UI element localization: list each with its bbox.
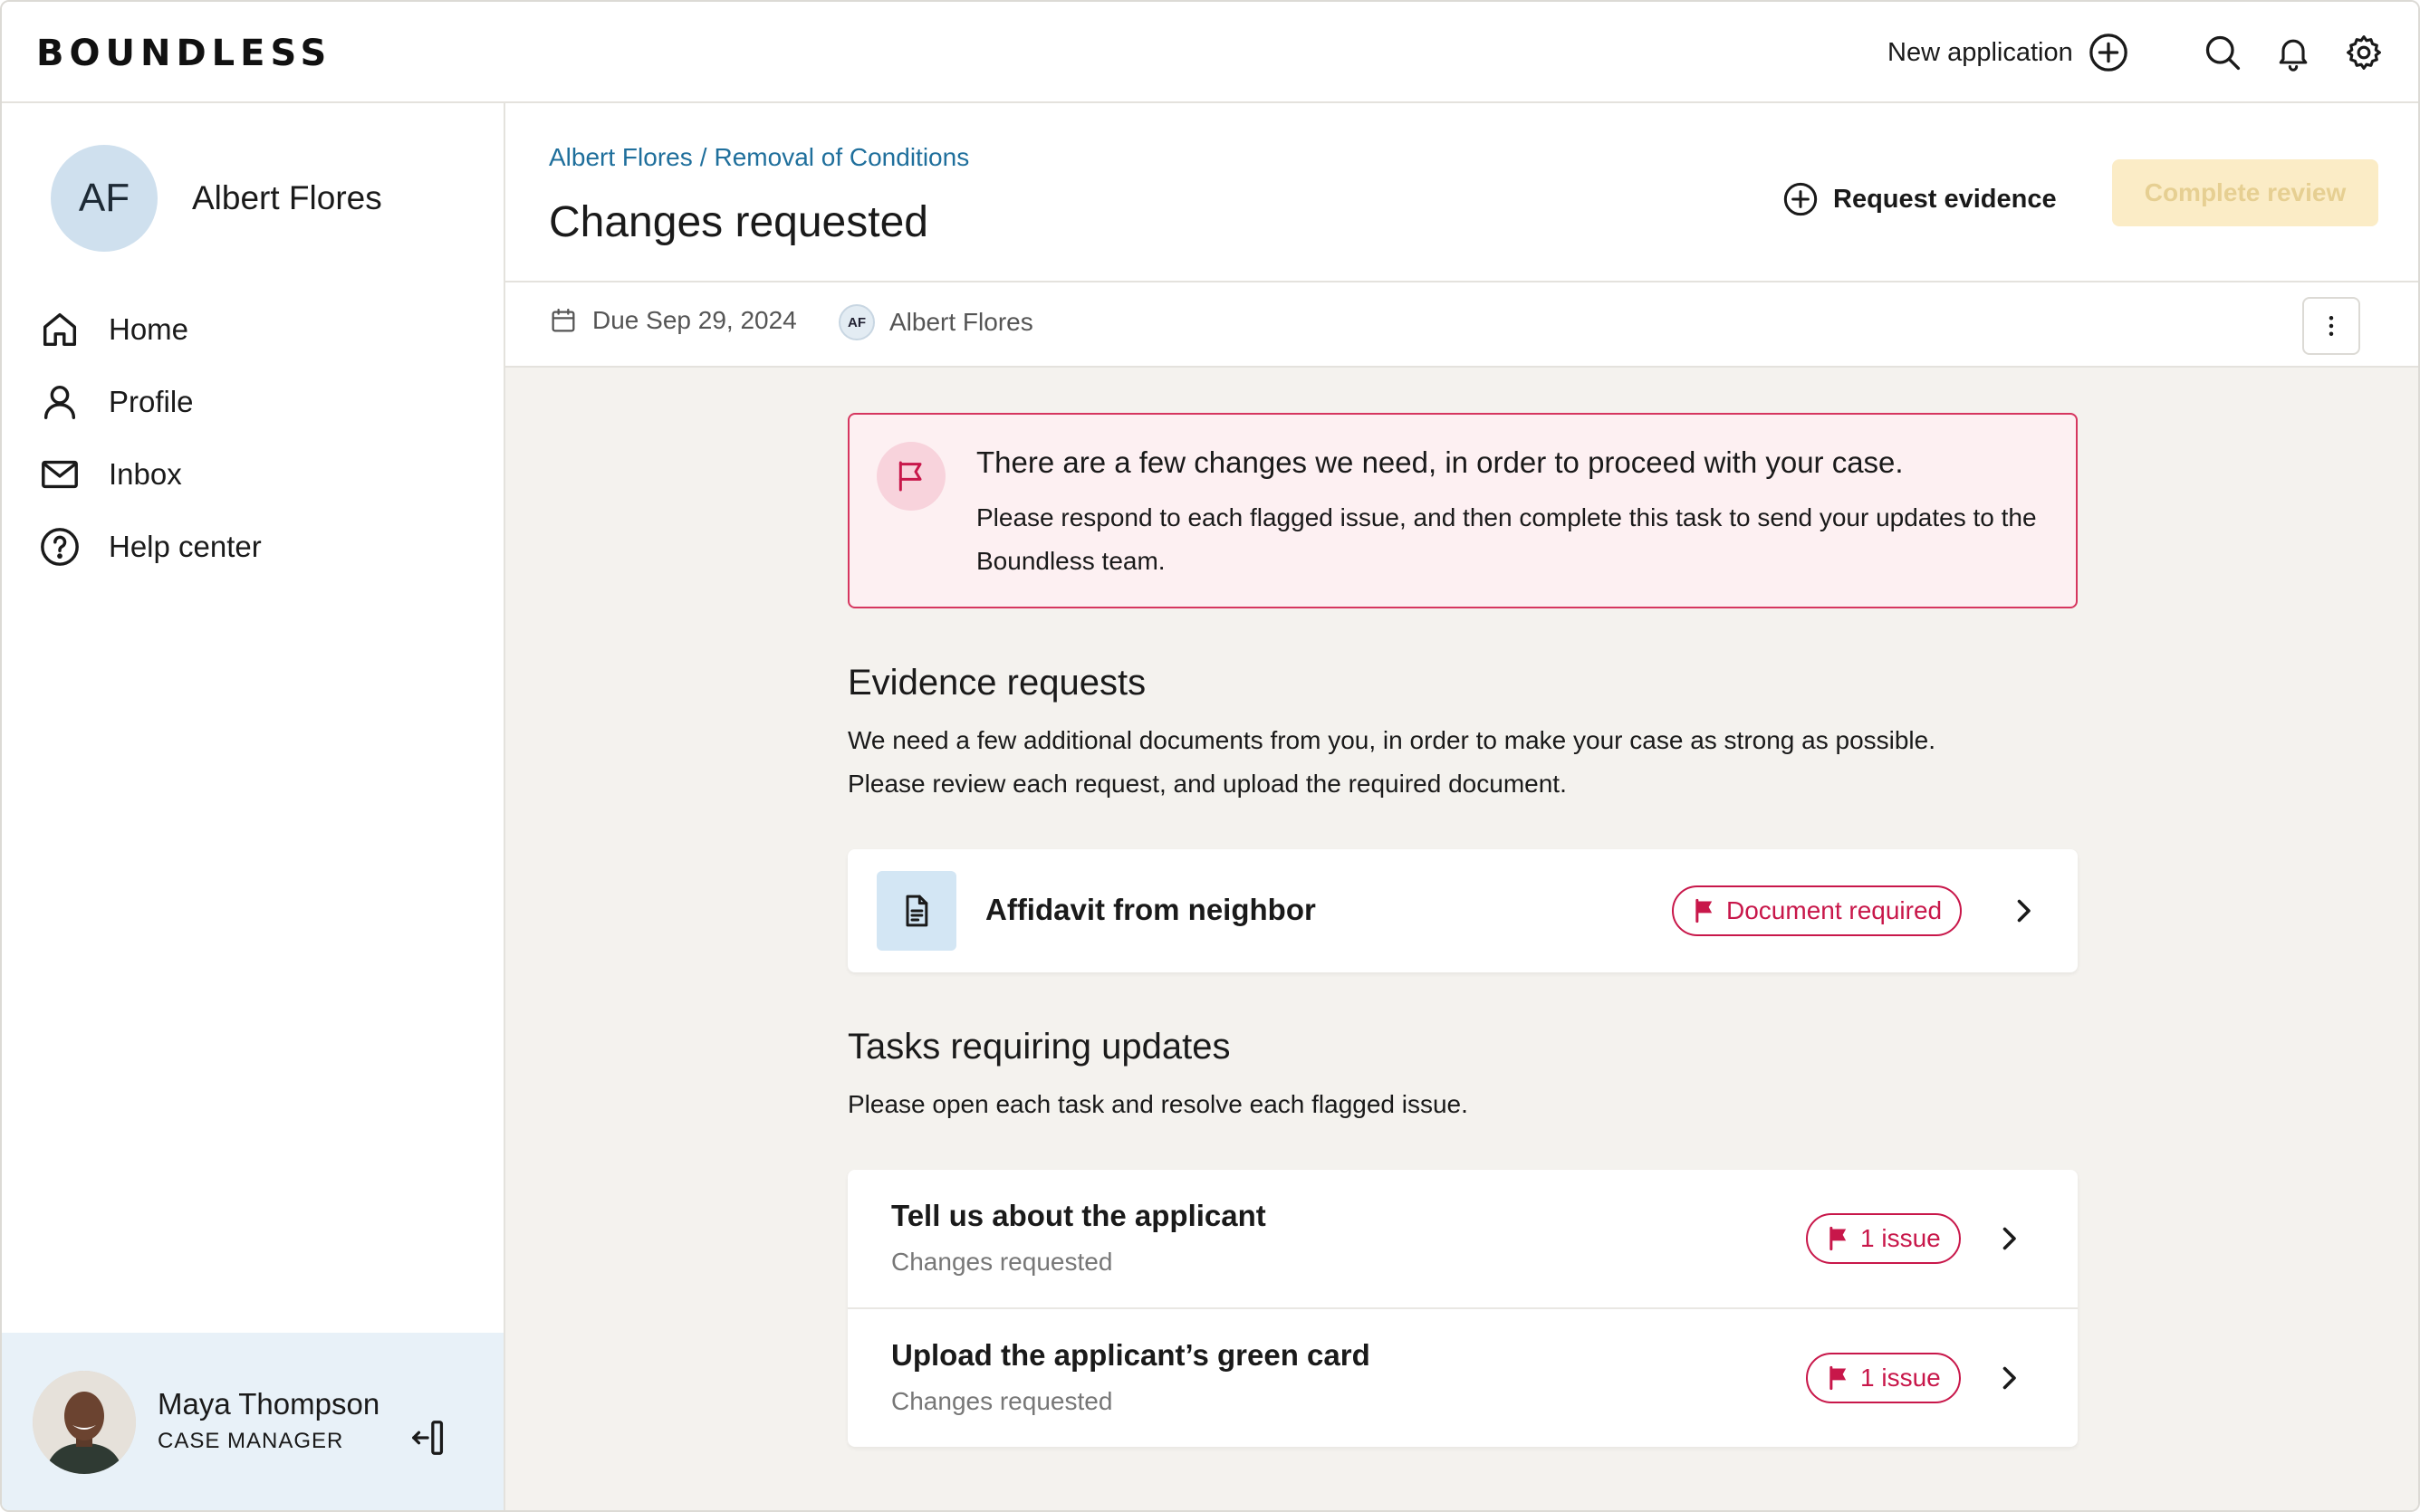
search-icon (2203, 33, 2242, 72)
sidebar-item-help-center[interactable] (36, 520, 471, 574)
breadcrumb-separator: / (699, 143, 707, 171)
user-avatar (33, 1371, 136, 1474)
complete-review-button[interactable]: Complete review (2112, 159, 2378, 226)
chevron-right-icon (2003, 891, 2043, 931)
home-icon (36, 306, 83, 353)
badge-label: Document required (1726, 896, 1943, 924)
more-options-button[interactable] (2302, 297, 2360, 355)
flag-filled-icon (1692, 898, 1717, 923)
breadcrumb-case-link[interactable]: Removal of Conditions (714, 143, 970, 171)
main-content (505, 103, 2420, 1512)
chevron-right-icon (1989, 1219, 2029, 1258)
evidence-label: Affidavit from neighbor (985, 893, 1316, 926)
sidebar-item-label: Home (109, 312, 189, 346)
tasks-list (848, 1170, 2078, 1447)
evidence-description-line-2: Please review each request, and upload the required document. (848, 770, 1567, 798)
evidence-request-item[interactable] (848, 849, 2078, 972)
issue-badge (1806, 1213, 1961, 1264)
bell-icon (2273, 33, 2313, 72)
logo: BOUNDLESS (36, 33, 332, 74)
sidebar-item-home[interactable] (36, 302, 471, 357)
page-header (505, 103, 2420, 282)
kebab-menu-icon (2318, 312, 2345, 340)
tasks-section-title: Tasks requiring updates (848, 1027, 1231, 1067)
changes-alert (848, 413, 2078, 608)
client-name: Albert Flores (192, 179, 382, 216)
chevron-right-icon (1989, 1358, 2029, 1398)
plus-circle-icon (1782, 181, 1819, 217)
evidence-section-title: Evidence requests (848, 663, 1147, 703)
badge-label: 1 issue (1860, 1224, 1941, 1252)
assignee-avatar: AF (839, 304, 875, 340)
gear-icon (2344, 33, 2384, 72)
settings-button[interactable] (2340, 29, 2387, 76)
notifications-button[interactable] (2270, 29, 2317, 76)
new-application-button[interactable] (1887, 27, 2129, 78)
sidebar-item-inbox[interactable] (36, 447, 471, 502)
new-application-label: New application (1887, 37, 2073, 67)
alert-body: Please respond to each flagged issue, and then complete this task to send your updates to the Boundless team. (976, 503, 2037, 575)
case-meta-bar (505, 282, 2420, 368)
sidebar-item-profile[interactable] (36, 375, 471, 429)
task-row-applicant[interactable] (848, 1170, 2078, 1307)
sidebar-item-label: Profile (109, 385, 194, 418)
logout-icon (408, 1417, 450, 1459)
breadcrumb-client-link[interactable]: Albert Flores (549, 143, 693, 171)
flag-filled-icon (1826, 1365, 1851, 1391)
flag-icon (877, 442, 946, 511)
user-name: Maya Thompson (158, 1387, 380, 1421)
task-title: Tell us about the applicant (891, 1199, 1266, 1232)
current-user-panel (2, 1333, 504, 1512)
issue-badge (1806, 1353, 1961, 1403)
due-date (549, 306, 797, 335)
evidence-description-line-1: We need a few additional documents from you, in order to make your case as strong as possible. (848, 726, 1936, 754)
alert-title: There are a few changes we need, in order to proceed with your case. (976, 445, 1904, 479)
help-icon (36, 523, 83, 570)
top-bar (2, 2, 2418, 103)
plus-circle-icon (2088, 32, 2129, 73)
request-evidence-label: Request evidence (1833, 184, 2057, 214)
task-row-green-card[interactable] (848, 1307, 2078, 1447)
sidebar (2, 103, 505, 1512)
person-icon (36, 378, 83, 426)
client-avatar: AF (51, 145, 158, 252)
user-role: CASE MANAGER (158, 1429, 344, 1453)
assignee-name: Albert Flores (889, 308, 1033, 336)
logout-button[interactable] (406, 1414, 453, 1461)
sidebar-item-label: Help center (109, 530, 262, 563)
tasks-description: Please open each task and resolve each flagged issue. (848, 1090, 1468, 1118)
breadcrumb (549, 143, 969, 172)
page-title: Changes requested (549, 198, 928, 246)
task-title: Upload the applicant’s green card (891, 1338, 1370, 1372)
flag-filled-icon (1826, 1226, 1851, 1251)
sidebar-item-label: Inbox (109, 457, 182, 491)
search-button[interactable] (2199, 29, 2246, 76)
badge-label: 1 issue (1860, 1364, 1941, 1392)
document-required-badge (1672, 885, 1962, 936)
document-icon (877, 871, 956, 951)
request-evidence-button[interactable] (1782, 174, 2057, 225)
task-status: Changes requested (891, 1387, 1113, 1415)
assignee (839, 304, 1033, 340)
due-date-text: Due Sep 29, 2024 (592, 306, 797, 334)
mail-icon (36, 451, 83, 498)
calendar-icon (549, 306, 578, 335)
task-status: Changes requested (891, 1248, 1113, 1276)
